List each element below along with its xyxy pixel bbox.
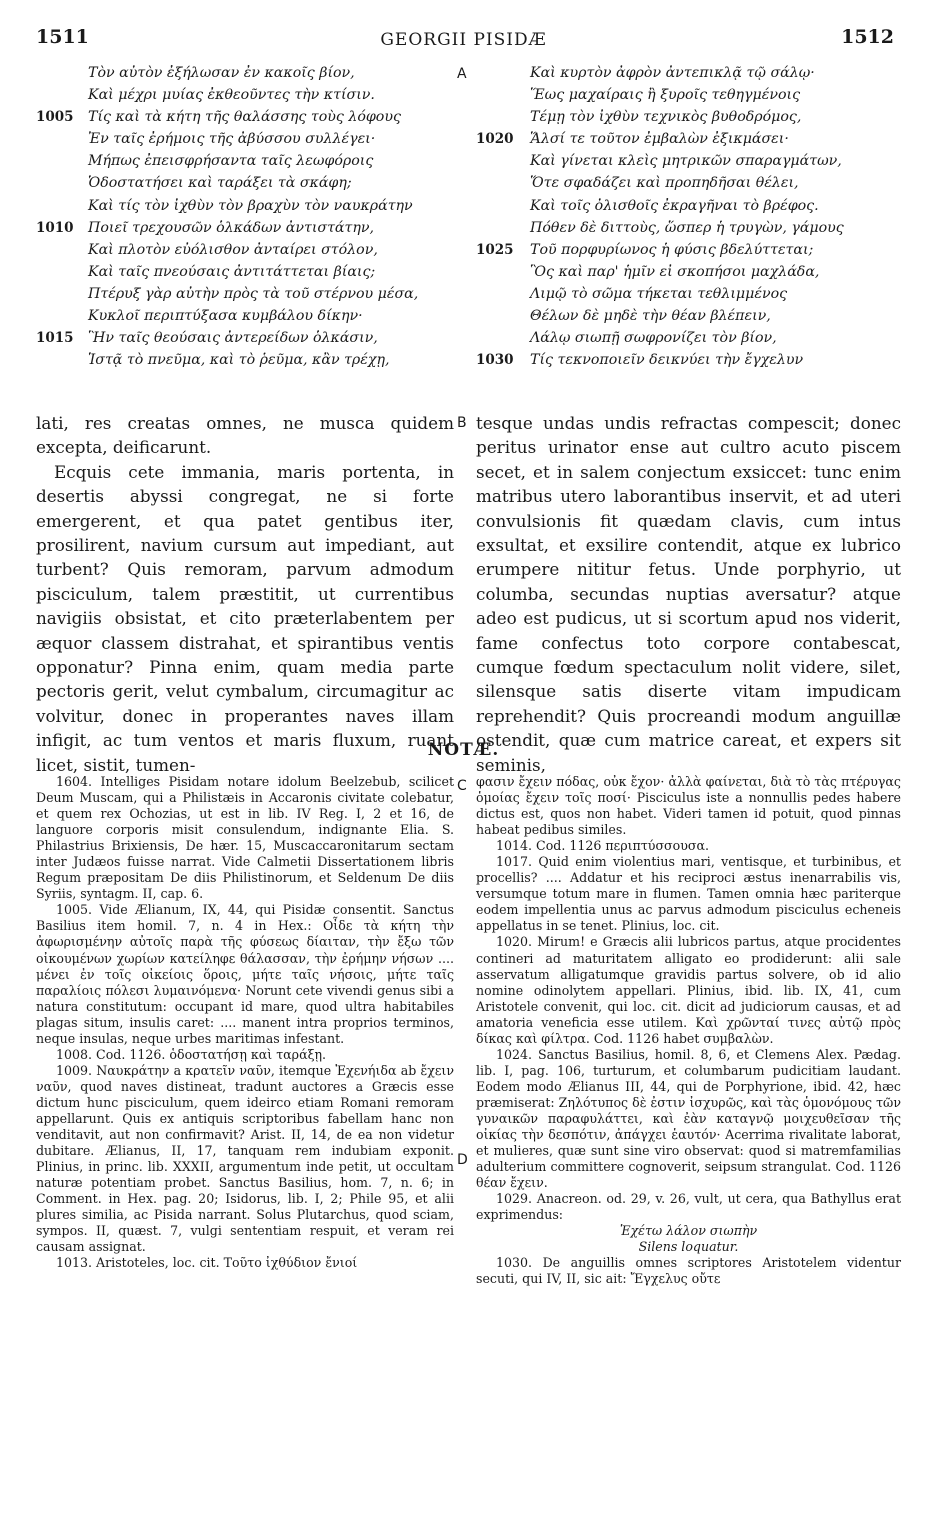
note-entry: 1017. Quid enim violentius mari, ventisque, et turbinibus, et procellis? .... Addatur et his reciproci æstus inenarrabilis vis, versumque totum mare in flumen. Tamen omnia hæc pariterque eodem impellentia unus ac parvus admodum pisciculus echeneis appellatus in se tenet. Plinius, loc. cit. (476, 854, 901, 934)
verse-text: Θέλων δὲ μηδὲ τὴν θέαν βλέπειν, (530, 308, 771, 325)
verse-line (36, 283, 454, 305)
greek-verse-right-column (476, 62, 901, 371)
verse-line (476, 217, 901, 239)
verse-number (36, 172, 80, 194)
verse-text: Καὶ γίνεται κλεὶς μητρικῶν σπαραγμάτων, (530, 153, 842, 170)
verse-line (36, 150, 454, 172)
verse-number (36, 349, 80, 371)
verse-text: Καὶ ταῖς πνεούσαις ἀντιτάττεται βίαις; (88, 263, 376, 280)
verse-text: Τὸν αὐτὸν ἐξήλωσαν ἐν κακοῖς βίον, (88, 65, 355, 81)
verse-text: Ἕως μαχαίραις ἢ ξυροῖς τεθηγμένοις (530, 87, 801, 104)
verse-text: Τίς τεκνοποιεῖν δεικνύει τὴν ἔγχελυν (530, 352, 804, 369)
verse-number: 1010 (36, 219, 74, 236)
verse-line (476, 261, 901, 283)
verse-line (476, 106, 901, 128)
verse-line (36, 261, 454, 283)
verse-text: Καὶ τίς τὸν ἰχθὺν τὸν βραχὺν τὸν ναυκράτην (88, 197, 413, 214)
verse-line (36, 349, 454, 371)
verse-text: Πτέρυξ γὰρ αὐτὴν πρὸς τὰ τοῦ στέρνου μέσα, (88, 285, 419, 302)
verse-text: Κυκλοῖ περιπτύξασα κυμβάλου δίκην· (88, 308, 363, 325)
note-quotation-greek: Ἐχέτω λάλον σιωπὴν (619, 1223, 758, 1239)
verse-text: Λιμῷ τὸ σῶμα τήκεται τεθλιμμένος (530, 285, 788, 302)
latin-paragraph: lati, res creatas omnes, ne musca quidem excepta, deificarunt. (36, 413, 454, 458)
verse-line (36, 305, 454, 327)
verse-line (476, 239, 901, 261)
verse-number (36, 195, 80, 217)
note-entry: 1030. De anguillis omnes scriptores Aristotelem videntur secuti, qui IV, II, sic ait: Ἔγχελυς οὔτε (476, 1255, 901, 1287)
verse-number (476, 283, 522, 305)
verse-line (36, 128, 454, 150)
verse-number (476, 106, 522, 128)
note-entry: 1029. Anacreon. od. 29, v. 26, vult, ut cera, qua Bathyllus erat exprimendus: (476, 1191, 901, 1223)
verse-line (476, 128, 901, 150)
verse-number (476, 327, 522, 349)
verse-number (476, 217, 522, 239)
note-entry: 1005. Vide Ælianum, IX, 44, qui Pisidæ consentit. Sanctus Basilius item homil. 7, n. 4 in Hex.: Οἶδε τὰ κήτη τὴν ἀφωρισμένην αὐτοῖς παρὰ τῆς φύσεως δίαιταν, τὴν ἔξω τῶν οἰκουμένων χωρίων κατείληφε θάλασσαν, τὴν ἐρήμην νήσων .... μένει ἐν τοῖς οἰκείοις ὅροις, μήτε ταῖς νήσοις, μήτε ταῖς παραλίοις πόλεσι λυμαινόμενα· Norunt cete vivendi genus sibi a natura constitutum: occupant id mare, quod ultra habitabiles plagas situm, insulis caret: .... manent intra proprios terminos, neque insulas, neque urbes maritimas infestant. (36, 902, 454, 1046)
verse-line (36, 239, 454, 261)
verse-line (476, 172, 901, 194)
verse-number (476, 195, 522, 217)
verse-number (476, 261, 522, 283)
latin-paragraph: Ecquis cete immania, maris portenta, in desertis abyssi congregat, ne si forte emergerent, et qua patet gentibus iter, prosilirent, navium cursum aut impediant, aut turbent? Quis remoram, parvum admodum pisciculum, talem præstitit, ut currentibus navigiis obsistat, et cito præterlabentem per æquor classem distrahat, et spirantibus ventis opponatur? Pinna enim, quam media parte pectoris gerit, velut cymbalum, circumagitur ac volvitur, donec in properantes naves illam infigit, ac tum ventos et maris fluxum, ruant licet, sistit, tumen- (36, 461, 454, 775)
verse-line (36, 172, 454, 194)
verse-number (36, 283, 80, 305)
verse-line (36, 327, 454, 349)
verse-line (476, 349, 901, 371)
verse-number (36, 150, 80, 172)
verse-line (36, 106, 454, 128)
notes-left-column (36, 774, 454, 1271)
note-entry: 1014. Cod. 1126 περιπτύσσουσα. (496, 838, 709, 854)
verse-line (36, 195, 454, 217)
verse-line (36, 217, 454, 239)
verse-number (36, 62, 80, 84)
verse-text: Καὶ πλοτὸν εὐόλισθον ἀνταίρει στόλον, (88, 241, 378, 258)
notes-heading: NOTÆ. (427, 740, 500, 760)
margin-letter-a: A (457, 66, 467, 82)
verse-text: Μήπως ἐπεισφρήσαντα ταῖς λεωφόροις (88, 153, 374, 170)
verse-number (36, 84, 80, 106)
latin-translation-left (36, 411, 454, 777)
verse-text: Ἐν ταῖς ἐρήμοις τῆς ἀβύσσου συλλέγει· (88, 131, 376, 148)
note-entry: 1604. Intelliges Pisidam notare idolum Beelzebub, scilicet Deum Muscam, qui a Philistæis in Accaronis civitate colebatur, et quem rex Ochozias, ut est in lib. IV Reg. I, 2 et 16, de languore corporis misit consulendum, indignante Elia. S. Philastrius Brixiensis, De hær. 15, Muscaccaronitarum sectam inter Judæos fuisse narrat. Vide Calmetii Dissertationem libris Regum præpositam De diis Philistinorum, et Seldenum De diis Syriis, syntagm. II, cap. 6. (36, 774, 454, 902)
note-quotation-latin: Silens loquatur. (638, 1239, 739, 1255)
latin-paragraph: tesque undas undis refractas compescit; donec peritus urinator ense aut cultro acuto piscem secet, et in salem conjectum exsiccet: tunc enim matribus utero laborantibus inservit, et ad uteri convulsionis fit quædam clavis, cum intus exsultat, et exsilire contendit, atque ex lubrico erumpere nititur fetus. Unde porphyrio, ut columba, secundas nuptias aversatur? atque adeo est pudicus, ut si scortum apud nos viderit, fame confectus toto corpore contabescat, cumque fœdum spectaculum nolit videre, silet, silensque satis diserte vitam impudicam reprehendit? Quis procreandi modum anguillæ ostendit, quæ cum matrice careat, et expers sit seminis, (476, 413, 901, 775)
verse-number: 1020 (476, 131, 514, 148)
note-entry: 1009. Ναυκράτην a κρατεῖν ναῦν, itemque Ἐχενήιδα ab ἔχειν ναῦν, quod naves distineat, tradunt auctores a Græcis esse dictum hunc pisciculum, quem ideirco etiam Romani remoram appellarunt. Quis ex antiquis scriptoribus fabellam hanc non venditavit, aut non confirmavit? Arist. II, 14, de ea non videtur dubitare. Ælianus, II, 17, tanquam rem indubiam exponit. Plinius, in princ. lib. XXXII, argumentum inde petit, ut occultam naturæ potentiam probet. Sanctus Basilius, hom. 7, n. 6; in Comment. in Hex. pag. 20; Isidorus, lib. I, 2; Phile 95, et alii plures similia, ac Pisida narrant. Solus Plutarchus, quod sciam, sympos. II, quæst. 7, vulgi sententiam respuit, et veram rei causam assignat. (36, 1062, 454, 1255)
verse-number (36, 128, 80, 150)
verse-number (476, 305, 522, 327)
verse-number (476, 84, 522, 106)
page-number-right: 1512 (841, 26, 894, 48)
verse-line (476, 327, 901, 349)
margin-letter-d: D (457, 1152, 468, 1168)
verse-text: Λάλῳ σιωπῇ σωφρονίζει τὸν βίον, (530, 330, 777, 347)
note-entry: φασιν ἔχειν πόδας, οὐκ ἔχον· ἀλλὰ φαίνεται, διὰ τὸ τὰς πτέρυγας ὁμοίας ἔχειν τοῖς ποσί· Pisciculus iste a nonnullis pedes habere dictus est, quos non habet. Videri tamen id potuit, quod pinnas habeat pedibus similes. (476, 774, 901, 838)
verse-number (476, 62, 522, 84)
running-title: GEORGII PISIDÆ (380, 30, 547, 50)
verse-line (476, 62, 901, 84)
verse-text: Καὶ τοῖς ὀλισθοῖς ἐκραγῆναι τὸ βρέφος. (530, 197, 819, 214)
verse-text: Ὃς καὶ παρ' ἡμῖν εἰ σκοπήσοι μαχλάδα, (530, 263, 820, 280)
note-entry: 1013. Aristoteles, loc. cit. Τοῦτο ἰχθύδιον ἔνιοί (56, 1255, 358, 1271)
verse-line (476, 150, 901, 172)
verse-line (36, 62, 454, 84)
verse-text: Ἣν ταῖς θεούσαις ἀντερείδων ὁλκάσιν, (88, 330, 378, 347)
verse-line (476, 305, 901, 327)
verse-text: Ὅτε σφαδάζει καὶ προπηδῆσαι θέλει, (530, 175, 799, 192)
page-number-left: 1511 (36, 26, 89, 48)
verse-line (476, 283, 901, 305)
verse-number: 1025 (476, 241, 514, 258)
verse-text: Τέμῃ τὸν ἰχθὺν τεχνικὸς βυθοδρόμος, (530, 109, 802, 126)
verse-text: Πόθεν δὲ διττοὺς, ὥσπερ ἡ τρυγὼν, γάμους (530, 219, 844, 236)
verse-text: Καὶ μέχρι μυίας ἐκθεοῦντες τὴν κτίσιν. (88, 87, 375, 104)
verse-line (476, 84, 901, 106)
note-entry: 1008. Cod. 1126. ὁδοστατήσῃ καὶ ταράξῃ. (56, 1046, 327, 1062)
notes-right-column (476, 774, 901, 1288)
verse-text: Ἅλσί τε τοῦτον ἐμβαλὼν ἐξικμάσει· (530, 131, 789, 148)
verse-number (476, 172, 522, 194)
verse-number (36, 239, 80, 261)
verse-number (36, 261, 80, 283)
verse-line (476, 195, 901, 217)
verse-text: Ποιεῖ τρεχουσῶν ὁλκάδων ἀντιστάτην, (88, 219, 374, 236)
verse-text: Τοῦ πορφυρίωνος ἡ φύσις βδελύττεται; (530, 241, 814, 258)
verse-number (476, 150, 522, 172)
latin-translation-right (476, 411, 901, 777)
verse-number: 1015 (36, 330, 74, 347)
greek-verse-left-column (36, 62, 454, 371)
note-entry: 1024. Sanctus Basilius, homil. 8, 6, et Clemens Alex. Pædag. lib. I, pag. 106, turturum, et columbarum pudicitiam laudant. Eodem modo Ælianus III, 44, qui de Porphyrione, ibid. 42, hæc præmiserat: Ζηλότυπος δὲ ἐστιν ἰσχυρῶς, καὶ τὰς ὁμονόμους τῶν γυναικῶν παραφυλάττει, καὶ ἐὰν καταγνῷ μοιχευθεῖσαν τῆς οἰκίας τὴν δεσπότιν, ἀπάγχει ἑαυτόν· Acerrima rivalitate laborat, et mulieres, quæ sunt sine viro observat: quod si matremfamilias adulterium committere cognoverit, seipsum strangulat. Cod. 1126 θέαν ἔχειν. (476, 1046, 901, 1191)
verse-text: Τίς καὶ τὰ κήτη τῆς θαλάσσης τοὺς λόφους (88, 109, 401, 126)
verse-number: 1030 (476, 352, 514, 369)
verse-text: Καὶ κυρτὸν ἀφρὸν ἀντεπικλᾷ τῷ σάλῳ· (530, 65, 815, 81)
margin-letter-c: C (457, 778, 467, 794)
verse-number (36, 305, 80, 327)
note-entry: 1020. Mirum! e Græcis alii lubricos partus, atque procidentes contineri ad maturitatem alligato eo prodiderunt: alii sale asservatum alligatumque gravidis partus solvere, ob id alio nomine odinolytem appellari. Plinius, ibid. lib. IX, 41, cum Aristotele convenit, qui loc. cit. dicit ad judiciorum causas, et ad amatoria veneficia esse utilem. Καὶ χρῶνταί τινες αὐτῷ πρὸς δίκας καὶ φίλτρα. Cod. 1126 habet συμβαλὼν. (476, 934, 901, 1046)
margin-letter-b: B (457, 415, 467, 431)
verse-number: 1005 (36, 109, 74, 126)
verse-text: Ὁδοστατήσει καὶ ταράξει τὰ σκάφη; (88, 175, 352, 192)
verse-line (36, 84, 454, 106)
verse-text: Ἱστᾷ τὸ πνεῦμα, καὶ τὸ ῥεῦμα, κἂν τρέχῃ, (88, 352, 390, 369)
